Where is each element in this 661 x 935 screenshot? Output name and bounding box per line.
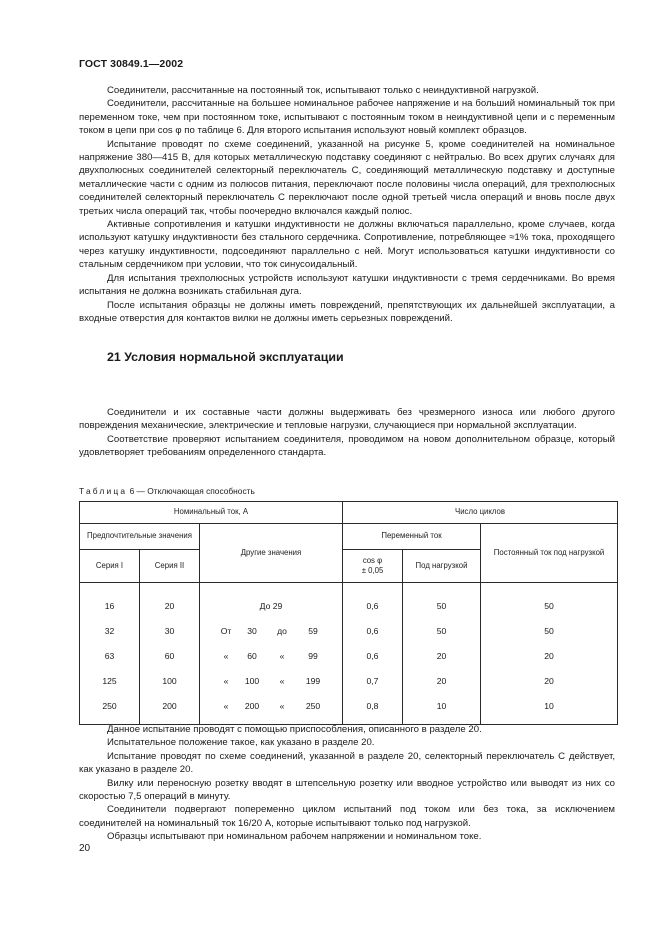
cell-series-2: 30: [140, 618, 200, 643]
table-caption: [79, 486, 255, 496]
paragraph: Данное испытание проводят с помощью приспособления, описанного в разделе 20.: [107, 724, 482, 735]
header-cos-label: cos φ: [362, 555, 383, 565]
paragraph: Соединители, рассчитанные на постоянный ток, испытывают только с неиндуктивной нагрузкой.: [107, 85, 539, 96]
section-heading: 21 Условия нормальной эксплуатации: [107, 350, 344, 364]
range-to-word: до: [277, 625, 287, 636]
cell-ac-cycles: 20: [403, 668, 481, 693]
header-direct-current: Постоянный ток под нагрузкой: [481, 524, 618, 583]
cell-ac-cycles: 20: [403, 643, 481, 668]
cell-cos-phi: 0,6: [343, 643, 403, 668]
cell-ac-cycles: 50: [403, 583, 481, 619]
paragraph: Образцы испытывают при номинальном рабочем напряжении и номинальном токе.: [107, 831, 482, 843]
paragraph: Для испытания трехполюсных устройств используют катушки индуктивности с тремя сердечниками. Во время испытания не должна возникать стабильная дуга.: [79, 272, 615, 298]
cell-other-values: [200, 618, 343, 643]
cell-other-values: [200, 693, 343, 725]
paragraph: Соединители подвергают попеременно циклом испытаний под током или без тока, за исключением соединителей на номинальный ток 16/20 А, которые испытывают только под нагрузкой.: [79, 804, 615, 829]
header-alternating-current: Переменный ток: [343, 524, 481, 550]
range-from: 200: [244, 700, 260, 711]
header-cos-tolerance: ± 0,05: [361, 566, 384, 575]
table-caption-label: Таблица: [79, 486, 128, 496]
paragraph: Соответствие проверяют испытанием соединителя, проводимом на новом дополнительном образце, который удовлетворяет требованиям определенного стандарта.: [79, 433, 615, 459]
cell-cos-phi: 0,6: [343, 618, 403, 643]
cell-series-1: 250: [80, 693, 140, 725]
range-to-word: «: [279, 650, 285, 661]
table-row: [80, 668, 618, 693]
paragraph: Соединители и их составные части должны выдерживать без чрезмерного износа или любого другого повреждения механические, электрические и тепловые нагрузки, случающиеся при нормальной эксплуатации.: [79, 407, 615, 432]
table-caption-title: 6 — Отключающая способность: [127, 486, 255, 496]
header-series-2: Серия II: [140, 550, 200, 583]
cell-cos-phi: 0,7: [343, 668, 403, 693]
table-row: [80, 583, 618, 619]
range-prefix: От: [220, 625, 232, 636]
cell-series-2: 20: [140, 583, 200, 619]
cell-series-1: 16: [80, 583, 140, 619]
cell-cos-phi: 0,6: [343, 583, 403, 619]
paragraph: После испытания образцы не должны иметь повреждений, препятствующих их дальнейшей эксплуатации, а входные отверстия для контактов вилки не должны иметь серьезных повреждений.: [79, 299, 615, 324]
range-to-word: «: [279, 700, 285, 711]
paragraph: Вилку или переносную розетку вводят в штепсельную розетку или вводное устройство или выводят из них со скоростью 7,5 операций в минуту.: [79, 777, 615, 803]
cell-other-values: [200, 668, 343, 693]
standard-header: ГОСТ 30849.1—2002: [79, 58, 184, 70]
cell-series-2: 100: [140, 668, 200, 693]
table-row: [80, 643, 618, 668]
range-prefix: «: [223, 675, 229, 686]
cell-other-values: До 29: [200, 583, 343, 619]
cell-series-1: 32: [80, 618, 140, 643]
table-row: [80, 618, 618, 643]
cell-series-1: 125: [80, 668, 140, 693]
cell-other-values: [200, 643, 343, 668]
breaking-capacity-table: [79, 501, 618, 725]
range-to-word: «: [279, 675, 285, 686]
bottom-text-block: [79, 723, 615, 844]
range-from: 60: [247, 650, 257, 661]
cell-series-1: 63: [80, 643, 140, 668]
range-from: 30: [247, 625, 257, 636]
range-from: 100: [244, 675, 260, 686]
header-rated-current: Номинальный ток, А: [80, 502, 343, 524]
cell-ac-cycles: 10: [403, 693, 481, 725]
section-text-block: [79, 406, 615, 460]
header-under-load: Под нагрузкой: [403, 550, 481, 583]
range-to: 250: [305, 700, 321, 711]
cell-dc-cycles: 10: [481, 693, 618, 725]
paragraph: Испытание проводят по схеме соединений, указанной на рисунке 5, кроме соединителей на номинальное напряжение 380—415 В, для которых металлическую подставку соединяют с нейтралью. Во всех других случаях для двухполюсных соединителей селекторный переключатель С, соединяющий металлическую подставку и доступные металлические части с одним из полюсов питания, переключают после половины числа операций, для трехполюсных соединителей селекторный переключатель С переключают после одной третьей числа операций и вновь после двух третьих числа операций так, чтобы поочередно включался каждый полюс.: [79, 138, 615, 217]
cell-dc-cycles: 20: [481, 643, 618, 668]
cell-dc-cycles: 20: [481, 668, 618, 693]
paragraph: Активные сопротивления и катушки индуктивности не должны включаться параллельно, кроме случаев, когда используют катушку индуктивности без стального сердечника. Сопротивление, потребляющее ≈1% тока, проходящего через катушку индуктивности, подсоединяют параллельно с ней. Могут использоваться катушки индуктивности со стальным сердечником при условии, что ток синусоидальный.: [79, 219, 615, 271]
paragraph: Испытание проводят по схеме соединений, указанной в разделе 20, селекторный переключатель С действует, как указано в разделе 20.: [79, 750, 615, 776]
table-row: [80, 693, 618, 725]
cell-dc-cycles: 50: [481, 583, 618, 619]
range-to: 59: [308, 625, 318, 636]
range-prefix: «: [223, 650, 229, 661]
paragraph: Испытательное положение такое, как указано в разделе 20.: [107, 737, 375, 749]
cell-dc-cycles: 50: [481, 618, 618, 643]
header-series-1: Серия I: [80, 550, 140, 583]
header-preferred-values: Предпочтительные значения: [80, 524, 200, 550]
top-text-block: [79, 84, 615, 325]
page-number: 20: [79, 843, 91, 854]
cell-ac-cycles: 50: [403, 618, 481, 643]
range-to: 199: [305, 675, 321, 686]
header-number-of-cycles: Число циклов: [343, 502, 618, 524]
range-prefix: «: [223, 700, 229, 711]
header-other-values: Другие значения: [200, 524, 343, 583]
paragraph: Соединители, рассчитанные на большее номинальное рабочее напряжение и на больший номинальный ток при переменном токе, чем при постоянном токе, испытывают с постоянным током в неиндуктивной цепи и с переменным током в цепи при cos φ по таблице 6. Для второго испытания используют новый комплект образцов.: [79, 98, 615, 137]
header-cos-phi: [343, 550, 403, 583]
cell-series-2: 60: [140, 643, 200, 668]
cell-cos-phi: 0,8: [343, 693, 403, 725]
cell-series-2: 200: [140, 693, 200, 725]
range-to: 99: [308, 650, 318, 661]
